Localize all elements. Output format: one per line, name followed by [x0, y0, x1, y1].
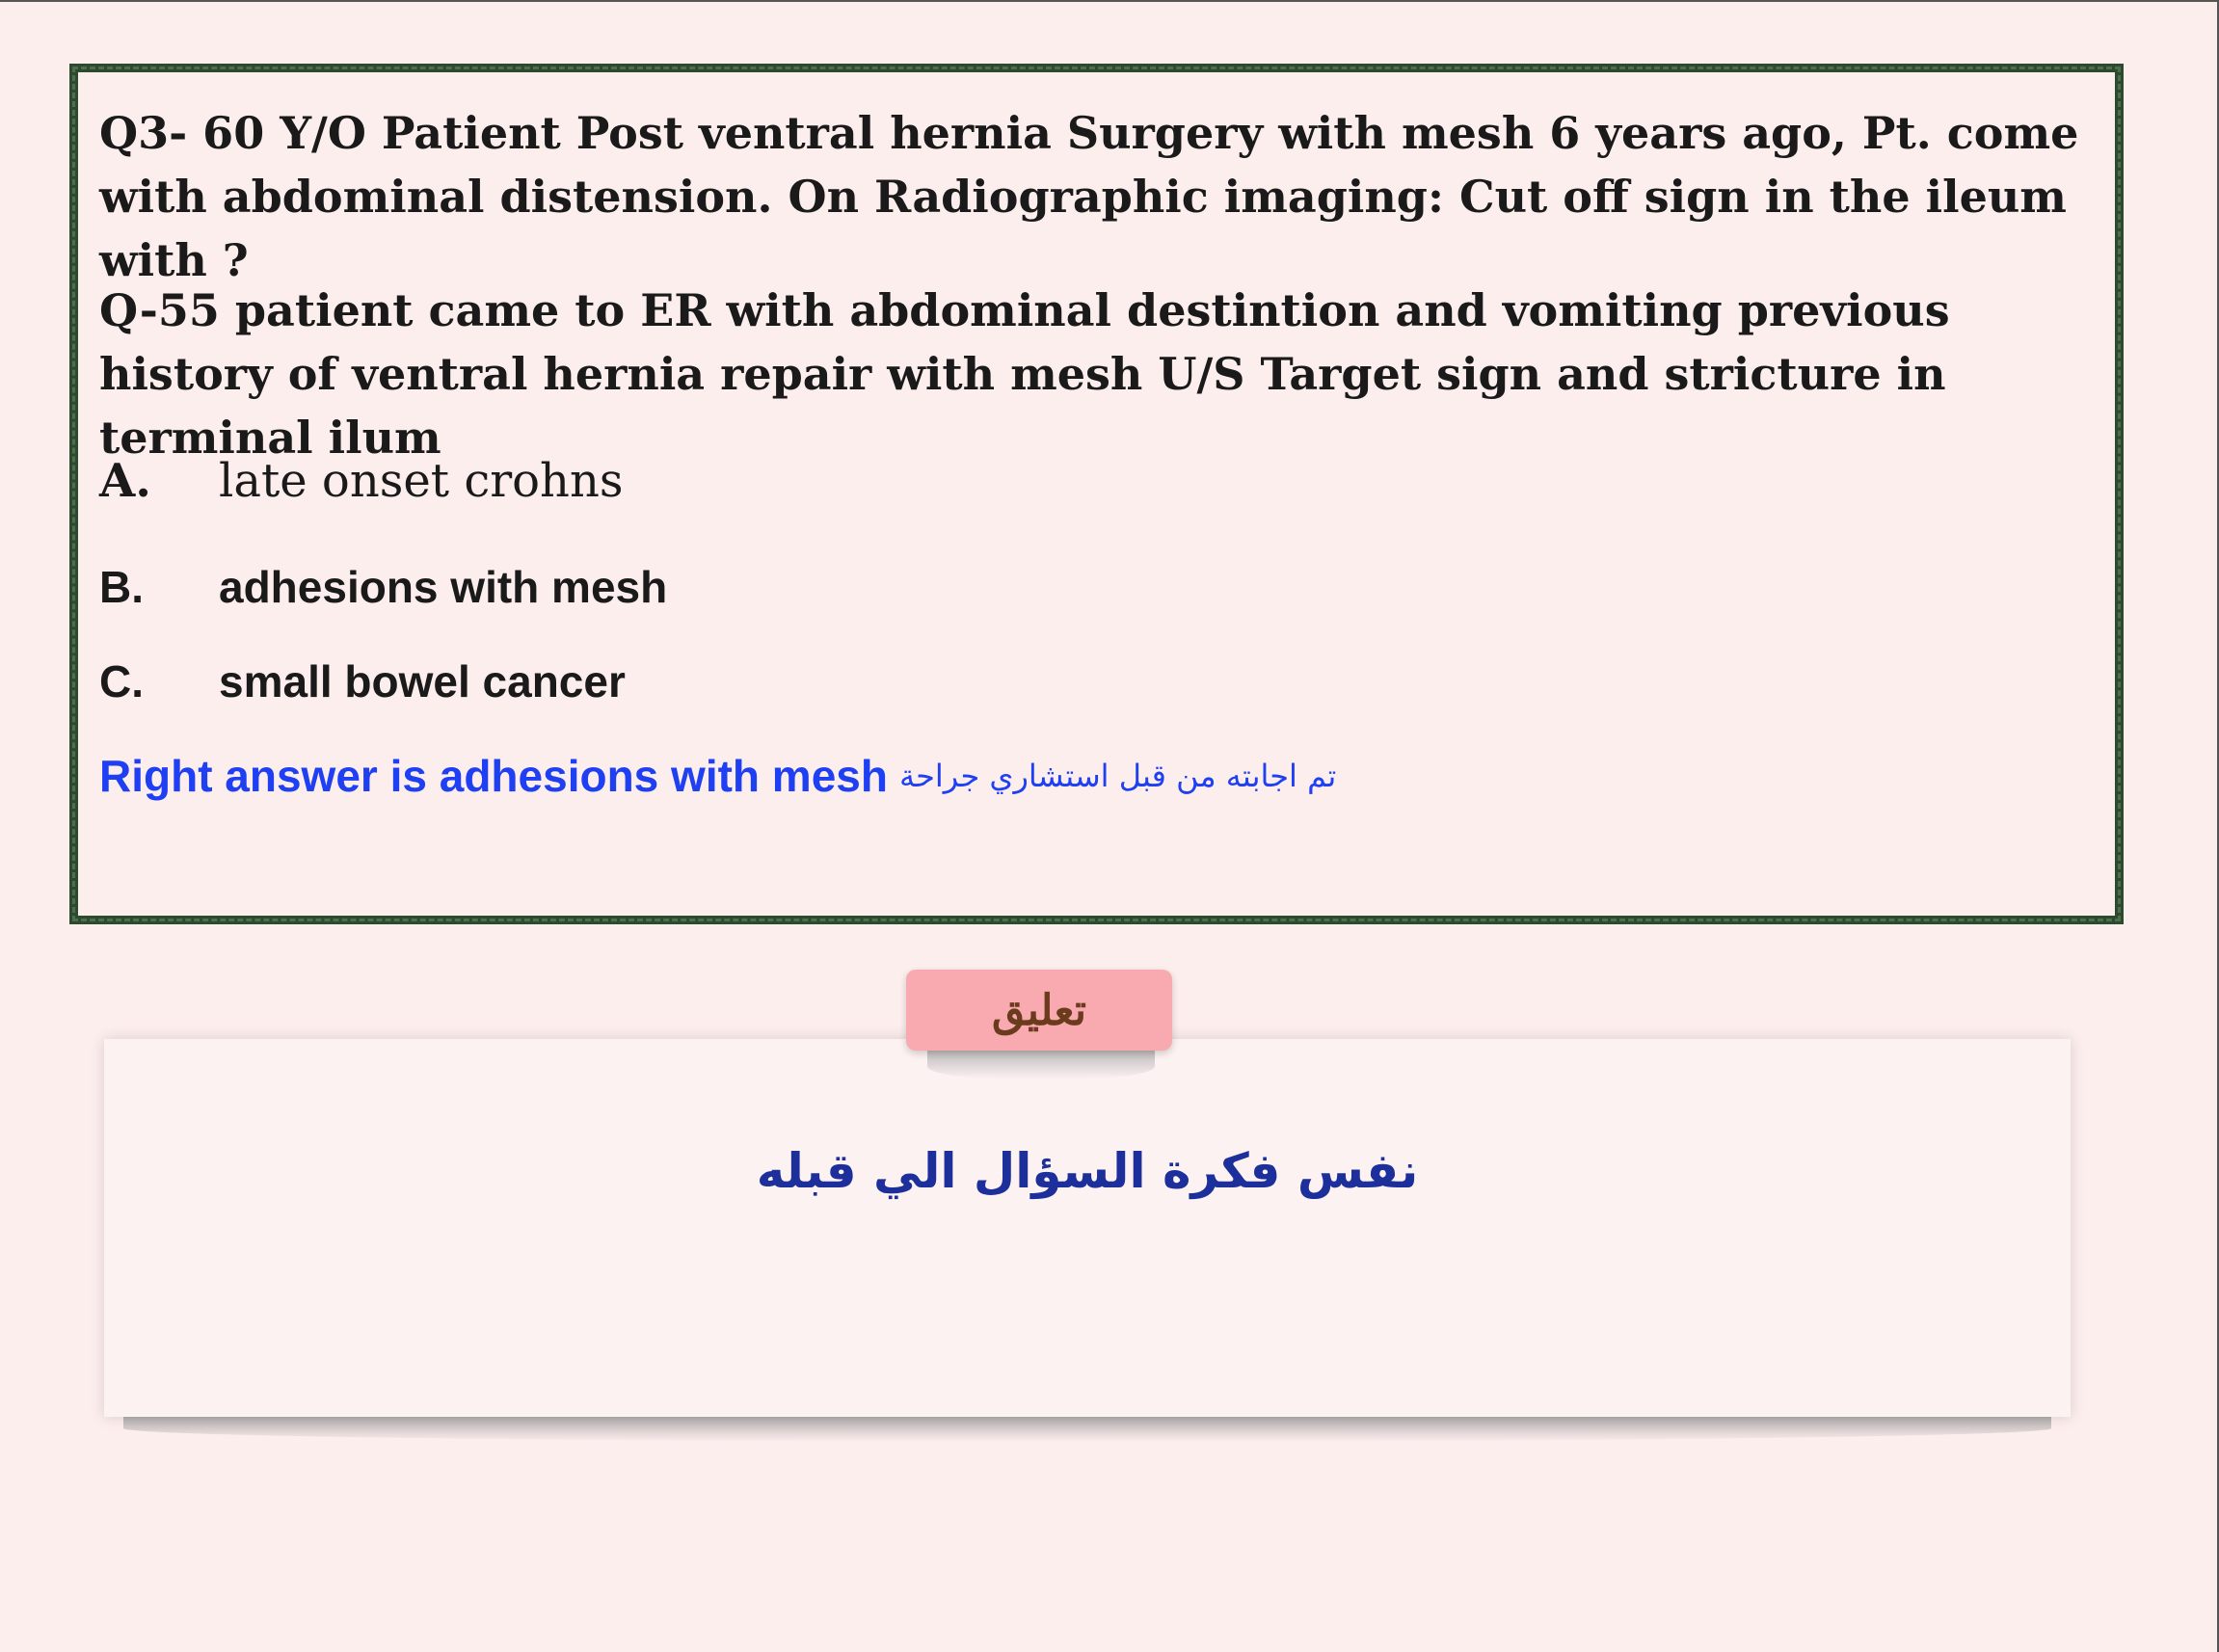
comment-box — [104, 1039, 2071, 1417]
option-a[interactable] — [99, 452, 624, 510]
option-b-text: adhesions with mesh — [219, 562, 668, 612]
option-a-letter: A. — [99, 454, 151, 508]
comment-tab-shadow — [927, 1047, 1155, 1079]
comment-text: نفس فكرة السؤال الي قبله — [756, 1143, 1419, 1199]
option-b-letter: B. — [99, 562, 144, 612]
comment-tab-label: تعليق — [991, 985, 1086, 1035]
answer-arabic: تم اجابته من قبل استشاري جراحة — [898, 758, 1337, 794]
option-c-letter: C. — [99, 656, 144, 706]
answer-english: Right answer is adhesions with mesh — [99, 751, 888, 801]
option-c[interactable] — [99, 653, 626, 710]
question-text-1: Q3- 60 Y/O Patient Post ventral hernia Surgery with mesh 6 years ago, Pt. come with abdominal distension. On Radiographic imaging: Cut off sign in the ileum with ? — [99, 107, 2079, 286]
question-text-2: Q-55 patient came to ER with abdominal destintion and vomiting previous history of ventral hernia repair with mesh U/S Target sign and stricture in terminal ilum — [99, 284, 1950, 464]
option-a-text: late onset crohns — [219, 454, 624, 508]
comment-box-shadow — [123, 1415, 2051, 1442]
option-c-text: small bowel cancer — [219, 656, 626, 706]
comment-tab — [906, 970, 1172, 1051]
option-b[interactable] — [99, 558, 667, 616]
question-card — [69, 64, 2124, 924]
answer-line — [99, 747, 1336, 805]
